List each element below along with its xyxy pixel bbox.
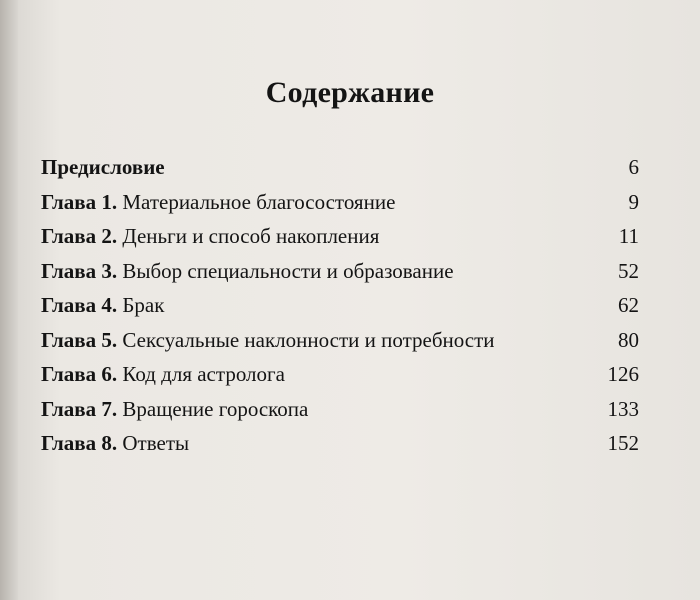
toc-chapter: Глава 7. xyxy=(41,396,118,421)
toc-entry-chapter-4 xyxy=(41,288,639,323)
toc-page-number: 62 xyxy=(618,293,639,317)
toc-page-number: 11 xyxy=(618,224,639,248)
toc-chapter: Предисловие xyxy=(41,155,165,179)
toc-chapter-name: Деньги и способ накопления xyxy=(122,224,380,248)
toc-page-number: 80 xyxy=(618,327,639,352)
toc-chapter-name: Материальное благосостояние xyxy=(122,189,396,214)
toc-chapter: Глава 8. xyxy=(41,431,118,455)
toc-page-number: 152 xyxy=(607,431,639,455)
toc-page-number: 52 xyxy=(618,258,639,283)
table-of-contents xyxy=(41,150,639,461)
toc-entry-chapter-5 xyxy=(41,323,639,358)
toc-chapter: Глава 3. xyxy=(41,258,118,283)
toc-chapter-name: Брак xyxy=(122,293,165,317)
toc-chapter: Глава 6. xyxy=(41,362,118,386)
toc-entry-chapter-8 xyxy=(41,426,639,461)
toc-chapter-name: Код для астролога xyxy=(122,362,285,386)
toc-page-number: 133 xyxy=(607,396,639,421)
toc-chapter-name: Вращение гороскопа xyxy=(122,396,309,421)
toc-entry-chapter-7 xyxy=(41,392,639,427)
toc-chapter-name: Ответы xyxy=(122,431,190,455)
toc-entry-chapter-2 xyxy=(41,219,639,254)
toc-chapter: Глава 4. xyxy=(41,293,118,317)
toc-page-number: 126 xyxy=(607,362,639,386)
toc-page-number: 9 xyxy=(628,189,639,214)
toc-chapter-name: Сексуальные наклонности и потребности xyxy=(122,327,495,352)
toc-page-number: 6 xyxy=(628,155,639,179)
toc-chapter: Глава 5. xyxy=(41,327,118,352)
toc-entry-chapter-1 xyxy=(41,185,639,220)
toc-entry-preface xyxy=(41,150,639,185)
toc-chapter: Глава 2. xyxy=(41,224,118,248)
toc-entry-chapter-3 xyxy=(41,254,639,289)
contents-title: Содержание xyxy=(265,76,435,110)
toc-chapter: Глава 1. xyxy=(41,189,118,214)
toc-chapter-name: Выбор специальности и образование xyxy=(122,258,454,283)
toc-entry-chapter-6 xyxy=(41,357,639,392)
